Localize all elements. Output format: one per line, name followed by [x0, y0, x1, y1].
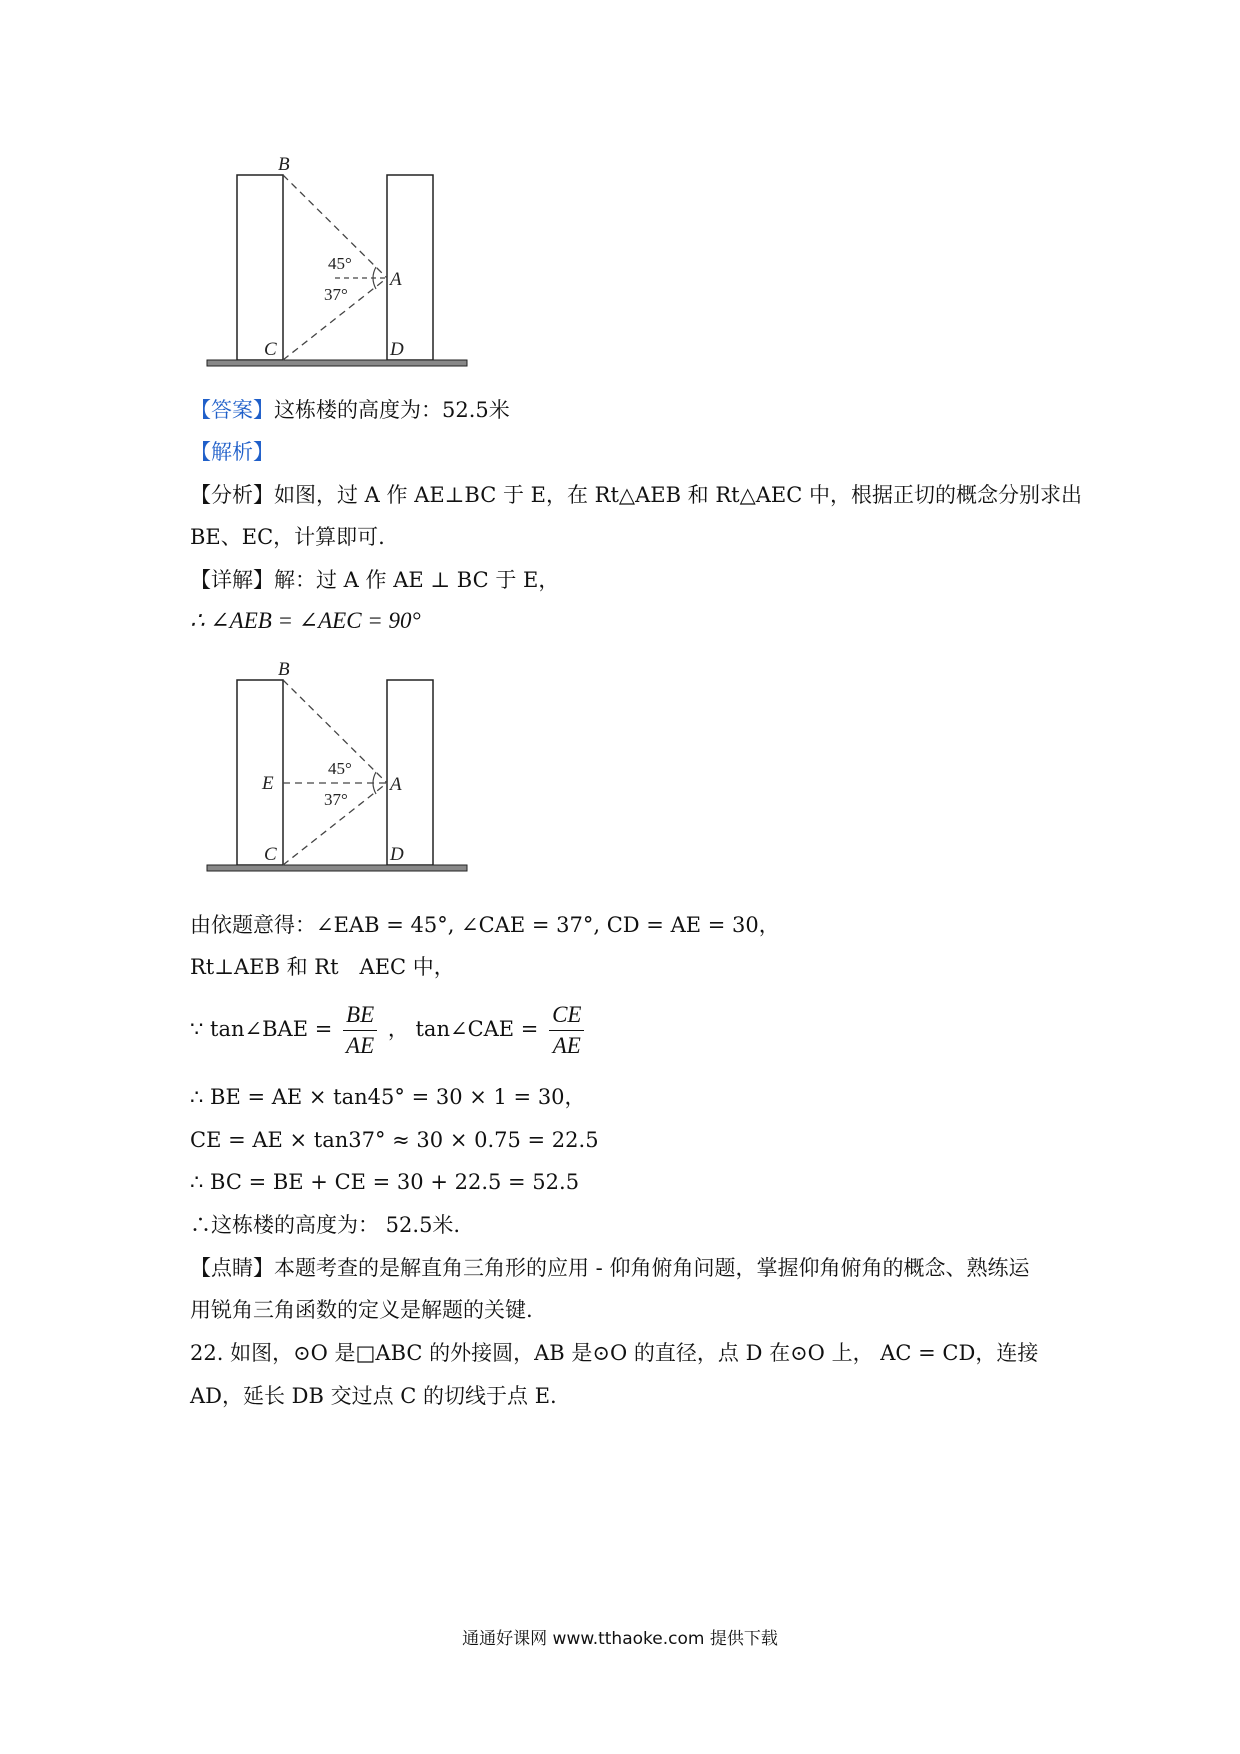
problem-22-line-2 — [190, 1382, 557, 1410]
conclusion-text: ∴这栋楼的高度为： 52.5米. — [190, 1213, 461, 1237]
given-line — [190, 911, 780, 939]
left-building — [237, 175, 283, 360]
angle-label-37: 37° — [324, 790, 348, 809]
xiangjie-text-2: ∴ ∠AEB = ∠AEC = 90° — [190, 608, 421, 633]
angle-label-37: 37° — [324, 285, 348, 304]
left-building — [237, 680, 283, 865]
answer-line — [190, 396, 510, 424]
problem-22-text-1: 22. 如图，⊙O 是□ABC 的外接圆，AB 是⊙O 的直径，点 D 在⊙O 上， AC = CD，连接 — [190, 1341, 1039, 1365]
fraction-ce-ae-numerator: CE — [549, 1000, 584, 1031]
xiangjie-text-1: 解：过 A 作 AE ⊥ BC 于 E， — [274, 568, 560, 592]
fraction-be-ae-denominator: AE — [346, 1033, 375, 1058]
fenxi-tag: 【分析】 — [190, 483, 274, 507]
xiangjie-line-2 — [190, 607, 421, 635]
rt-line — [190, 953, 455, 981]
right-building — [387, 680, 433, 865]
label-c: C — [264, 844, 277, 865]
figure-2-buildings — [200, 655, 480, 875]
ground — [207, 360, 467, 366]
fraction-be-ae-numerator: BE — [343, 1000, 377, 1031]
dianjing-tag: 【点睛】 — [190, 1256, 274, 1280]
right-building — [387, 175, 433, 360]
angle-label-45: 45° — [328, 254, 352, 273]
bc-text: ∴ BC = BE + CE = 30 + 22.5 = 52.5 — [190, 1170, 580, 1194]
fenxi-text-1: 如图，过 A 作 AE⊥BC 于 E，在 Rt△AEB 和 Rt△AEC 中，根据正切的概念分别求出 — [274, 483, 1082, 507]
problem-22-text-2: AD，延长 DB 交过点 C 的切线于点 E. — [190, 1384, 557, 1408]
xiangjie-line-1 — [190, 566, 559, 594]
tan-prefix: ∵ tan∠BAE = — [190, 1017, 333, 1041]
answer-text: 这栋楼的高度为：52.5米 — [274, 398, 510, 422]
tan-line — [190, 996, 588, 1062]
ce-text: CE = AE × tan37° ≈ 30 × 0.75 = 22.5 — [190, 1128, 599, 1152]
dianjing-line-1 — [190, 1254, 1029, 1282]
angle-arc — [373, 772, 376, 794]
fraction-ce-ae-denominator: AE — [552, 1033, 581, 1058]
given-text: 由依题意得：∠EAB = 45°, ∠CAE = 37°, CD = AE = 30， — [190, 913, 780, 937]
be-text: ∴ BE = AE × tan45° = 30 × 1 = 30， — [190, 1085, 586, 1109]
fenxi-text-2: BE、EC，计算即可. — [190, 525, 385, 549]
label-e: E — [262, 773, 274, 794]
label-a: A — [390, 269, 402, 290]
bc-line — [190, 1168, 579, 1196]
figure-1-buildings — [200, 150, 480, 370]
label-d: D — [390, 339, 404, 360]
dianjing-text-2: 用锐角三角函数的定义是解题的关键. — [190, 1298, 533, 1322]
dianjing-text-1: 本题考查的是解直角三角形的应用 - 仰角俯角问题，掌握仰角俯角的概念、熟练运 — [274, 1256, 1030, 1280]
analysis-tag: 【解析】 — [190, 440, 274, 464]
xiangjie-tag: 【详解】 — [190, 568, 274, 592]
angle-label-45: 45° — [328, 759, 352, 778]
page-footer: 通通好课网 www.tthaoke.com 提供下载 — [462, 1629, 778, 1649]
fraction-be-ae — [343, 1000, 377, 1061]
rt-text: Rt⊥AEB 和 Rt AEC 中， — [190, 955, 455, 979]
fenxi-line-2 — [190, 523, 385, 551]
label-b: B — [278, 154, 290, 175]
dianjing-line-2 — [190, 1296, 533, 1324]
problem-22-line-1 — [190, 1339, 1038, 1367]
ground — [207, 865, 467, 871]
label-d: D — [390, 844, 404, 865]
label-c: C — [264, 339, 277, 360]
answer-tag: 【答案】 — [190, 398, 274, 422]
conclusion-line — [190, 1211, 460, 1239]
analysis-tag-line — [190, 438, 274, 466]
fenxi-line-1 — [190, 481, 1082, 509]
tan-mid: ， tan∠CAE = — [387, 1017, 539, 1041]
fraction-ce-ae — [549, 1000, 584, 1061]
label-b: B — [278, 659, 290, 680]
ce-line — [190, 1126, 599, 1154]
be-line — [190, 1083, 586, 1111]
label-a: A — [390, 774, 402, 795]
